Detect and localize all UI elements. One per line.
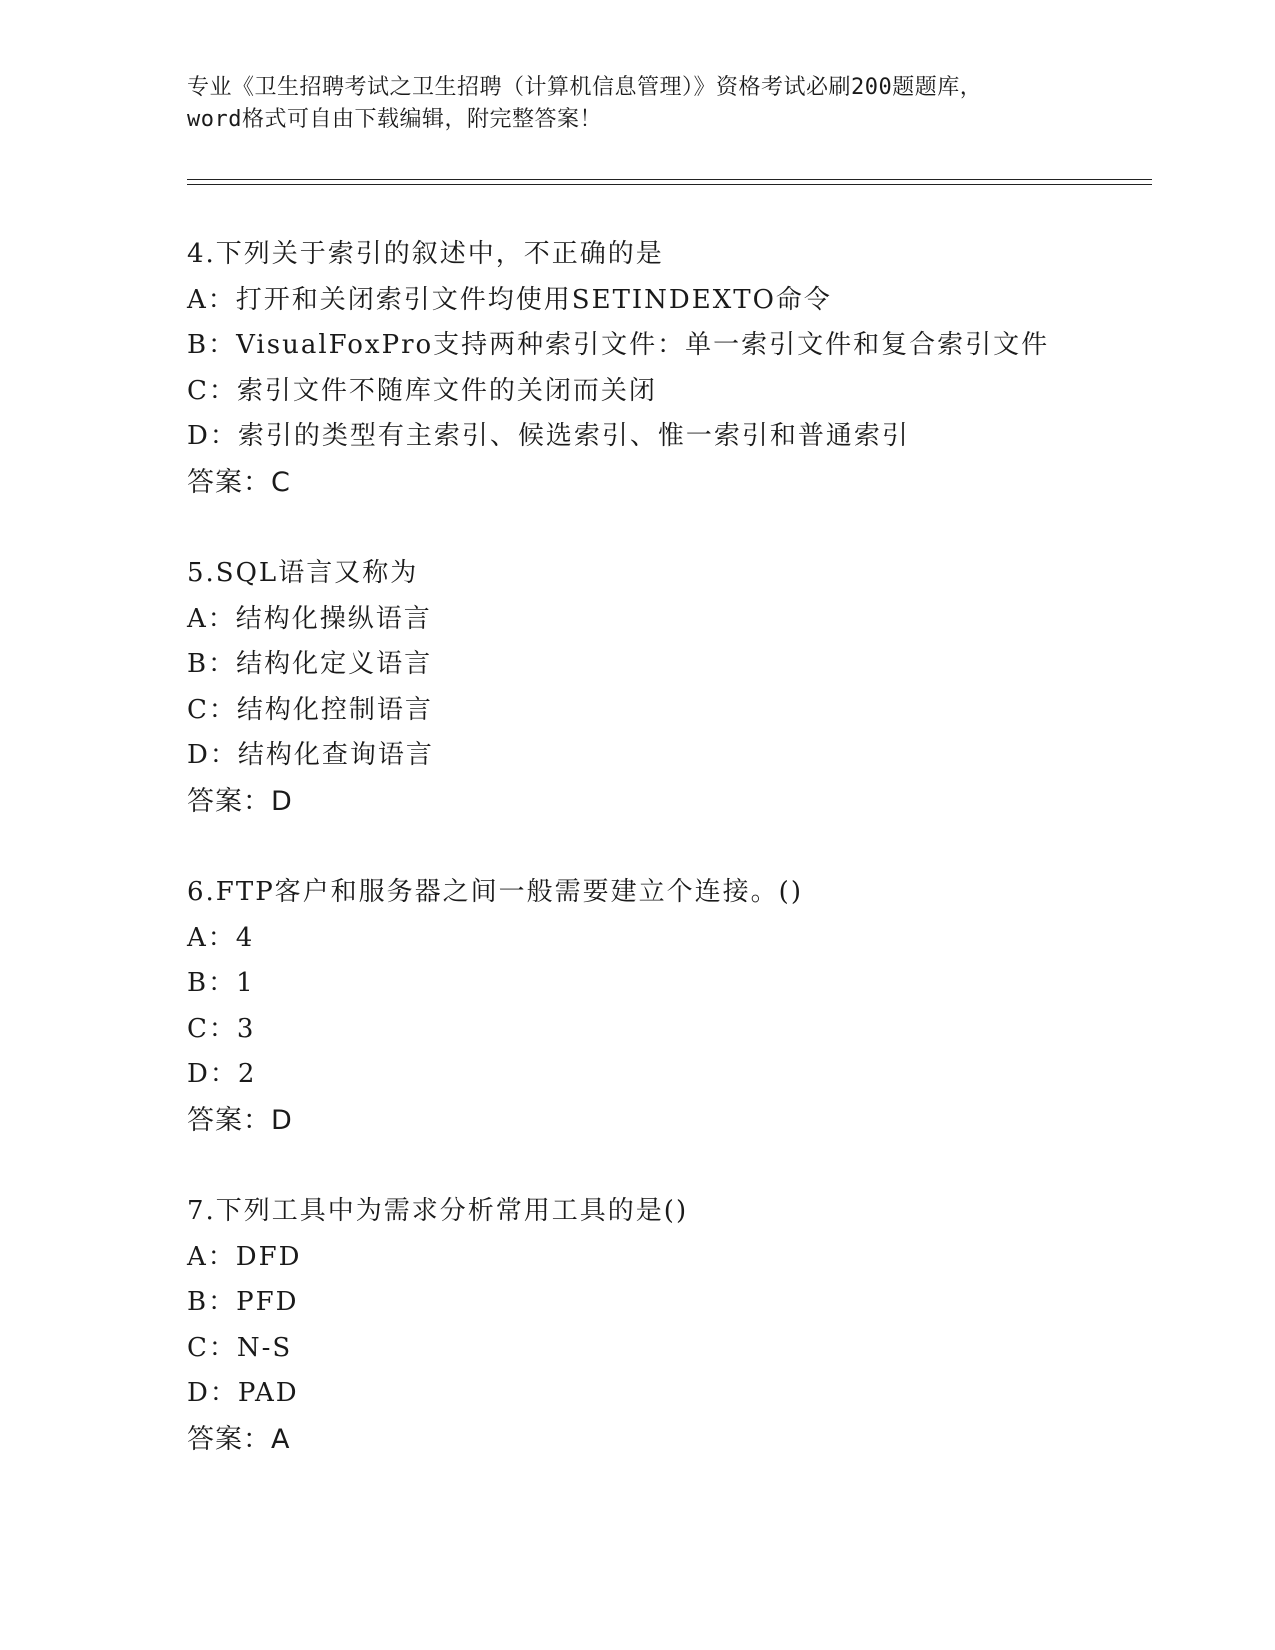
question-item — [187, 232, 1147, 505]
option-a: A：4 — [187, 922, 255, 953]
option-b: B：VisualFoxPro支持两种索引文件：单一索引文件和复合索引文件 — [187, 330, 1050, 360]
question-item — [187, 870, 1147, 1143]
document-header — [187, 72, 1107, 136]
question-item — [187, 1189, 1147, 1462]
option-b: B：1 — [187, 968, 255, 998]
option-a: A：打开和关闭索引文件均使用SETINDEXTO命令 — [187, 284, 832, 315]
question-answer: 答案：C — [187, 466, 291, 498]
option-c: C：3 — [187, 1013, 256, 1044]
option-a: A：DFD — [187, 1241, 302, 1272]
question-answer: 答案：D — [187, 785, 293, 817]
option-c: C：索引文件不随库文件的关闭而关闭 — [187, 375, 657, 406]
question-list — [187, 232, 1147, 1508]
option-a: A：结构化操纵语言 — [187, 603, 432, 634]
option-b: B：PFD — [187, 1287, 299, 1317]
option-d: D：PAD — [187, 1378, 299, 1408]
question-stem: 7.下列工具中为需求分析常用工具的是() — [187, 1196, 689, 1226]
question-stem: 5.SQL语言又称为 — [187, 558, 419, 588]
header-title-line: 专业《卫生招聘考试之卫生招聘（计算机信息管理）》资格考试必刷200题题库， — [187, 75, 983, 100]
option-c: C：结构化控制语言 — [187, 694, 433, 725]
question-stem: 6.FTP客户和服务器之间一般需要建立个连接。() — [187, 877, 803, 907]
option-b: B：结构化定义语言 — [187, 649, 433, 679]
header-divider-top — [187, 179, 1152, 180]
option-d: D：2 — [187, 1059, 257, 1089]
question-stem: 4.下列关于索引的叙述中，不正确的是 — [187, 239, 664, 269]
header-subtitle-line: word格式可自由下载编辑，附完整答案！ — [187, 107, 602, 132]
question-answer: 答案：A — [187, 1423, 291, 1455]
option-c: C：N-S — [187, 1332, 293, 1363]
question-answer: 答案：D — [187, 1104, 293, 1136]
question-item — [187, 551, 1147, 824]
option-d: D：结构化查询语言 — [187, 740, 434, 770]
header-divider-bottom — [187, 184, 1152, 185]
option-d: D：索引的类型有主索引、候选索引、惟一索引和普通索引 — [187, 421, 910, 451]
